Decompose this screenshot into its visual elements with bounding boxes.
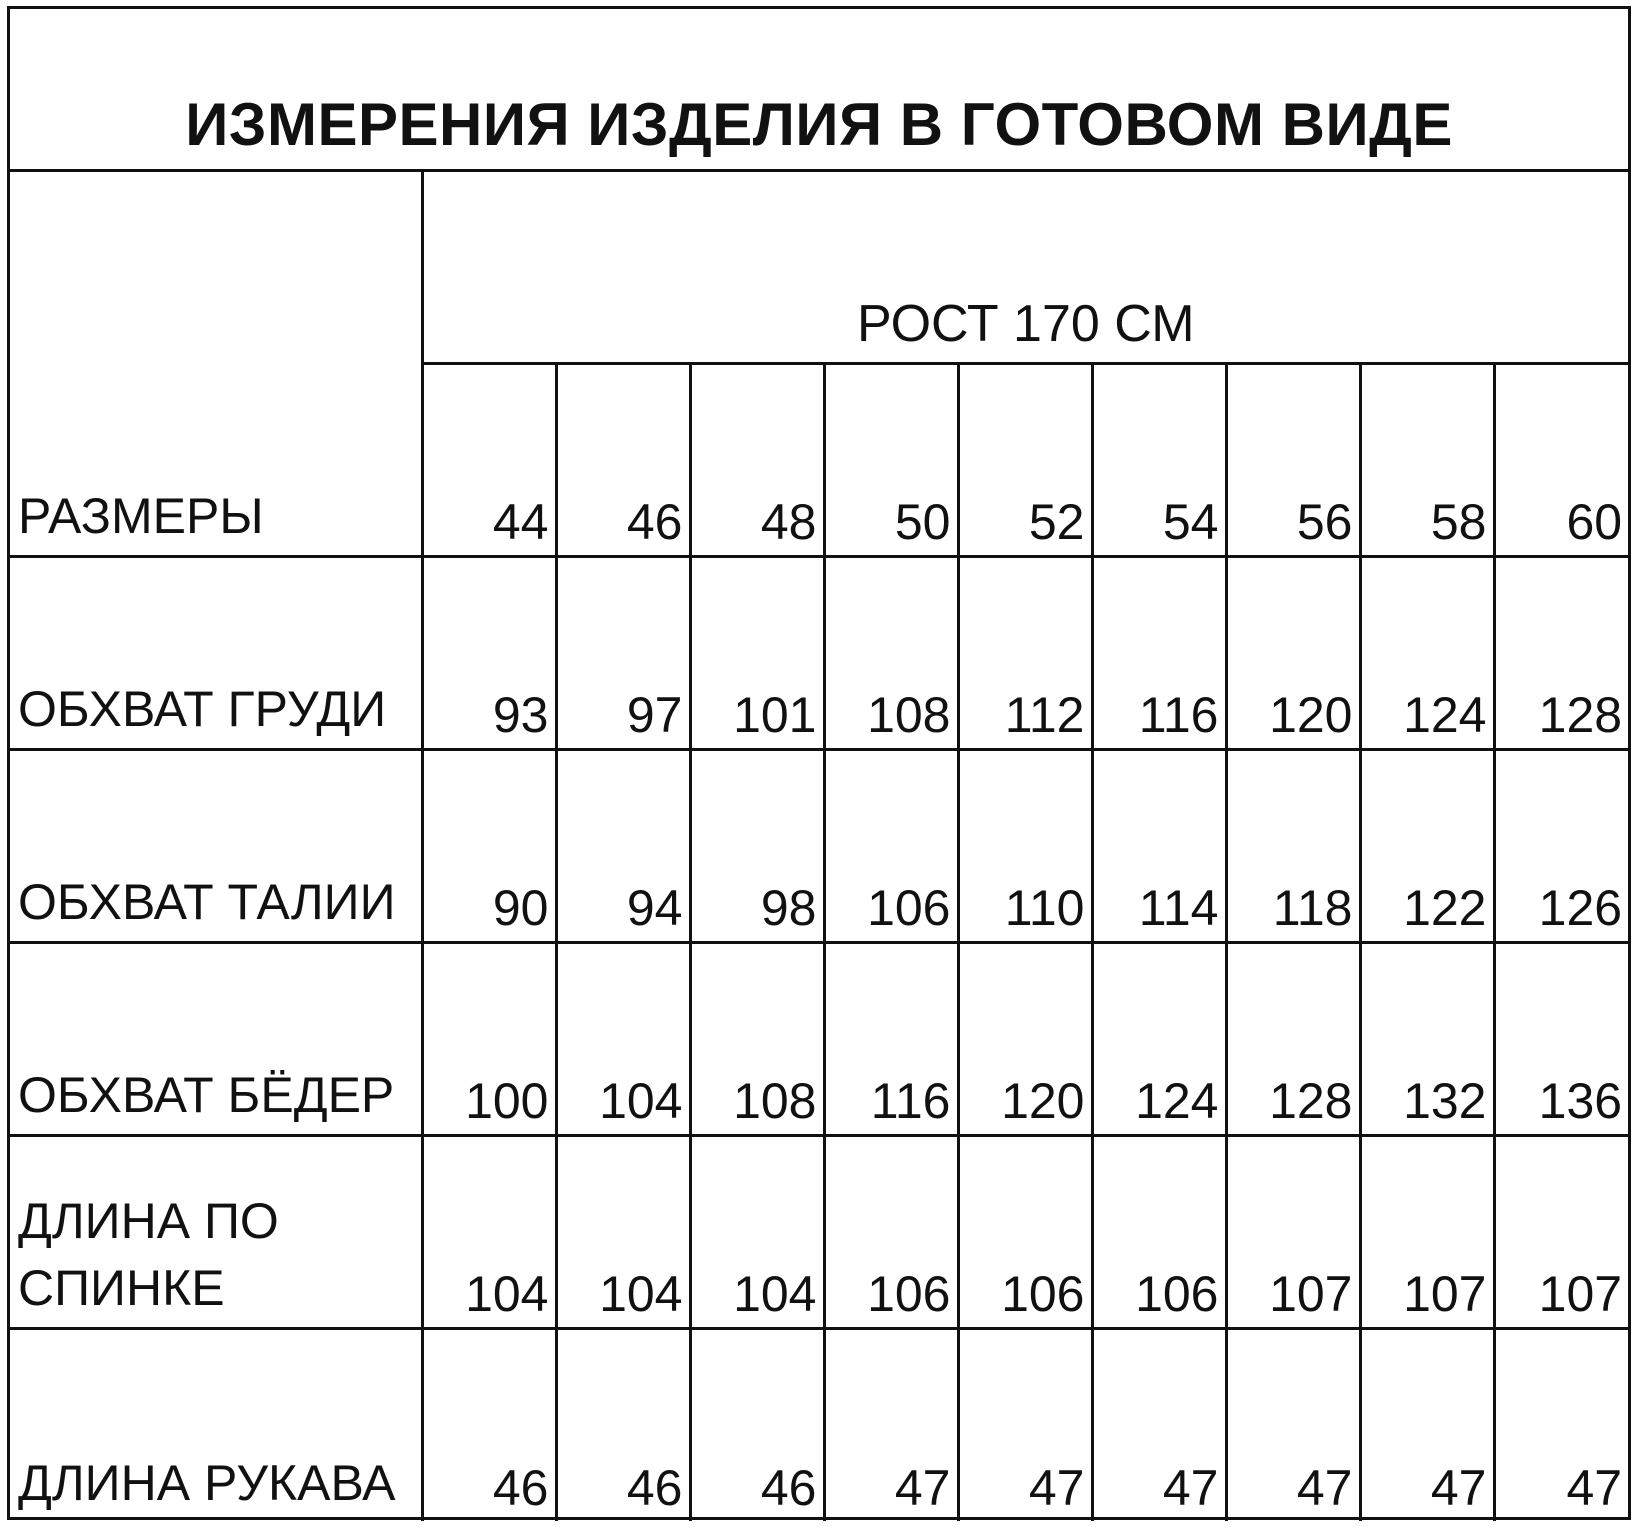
- size-cell: 60: [1494, 363, 1628, 556]
- size-cell: 54: [1092, 363, 1226, 556]
- row-label: ОБХВАТ ГРУДИ: [10, 556, 422, 749]
- value-cell: 107: [1226, 1135, 1360, 1328]
- table-row: [10, 1135, 1628, 1328]
- value-cell: 114: [1092, 749, 1226, 942]
- size-cell: 58: [1360, 363, 1494, 556]
- value-cell: 46: [422, 1328, 556, 1521]
- value-cell: 94: [556, 749, 690, 942]
- row-label: ДЛИНА РУКАВА: [10, 1328, 422, 1521]
- value-cell: 101: [690, 556, 824, 749]
- size-cell: 52: [958, 363, 1092, 556]
- sizes-label: РАЗМЕРЫ: [10, 170, 422, 556]
- size-cell: 56: [1226, 363, 1360, 556]
- row-label: ОБХВАТ БЁДЕР: [10, 942, 422, 1135]
- value-cell: 120: [958, 942, 1092, 1135]
- value-cell: 104: [556, 1135, 690, 1328]
- value-cell: 46: [690, 1328, 824, 1521]
- row-label: ДЛИНА ПО СПИНКЕ: [10, 1135, 422, 1328]
- table-row: [10, 556, 1628, 749]
- value-cell: 136: [1494, 942, 1628, 1135]
- value-cell: 108: [824, 556, 958, 749]
- table-title: ИЗМЕРЕНИЯ ИЗДЕЛИЯ В ГОТОВОМ ВИДЕ: [10, 9, 1628, 170]
- value-cell: 47: [1226, 1328, 1360, 1521]
- value-cell: 47: [1360, 1328, 1494, 1521]
- value-cell: 126: [1494, 749, 1628, 942]
- size-cell: 44: [422, 363, 556, 556]
- value-cell: 107: [1494, 1135, 1628, 1328]
- value-cell: 100: [422, 942, 556, 1135]
- value-cell: 116: [824, 942, 958, 1135]
- value-cell: 104: [422, 1135, 556, 1328]
- value-cell: 132: [1360, 942, 1494, 1135]
- size-cell: 46: [556, 363, 690, 556]
- value-cell: 104: [690, 1135, 824, 1328]
- value-cell: 47: [1494, 1328, 1628, 1521]
- value-cell: 90: [422, 749, 556, 942]
- size-chart-table: [10, 9, 1628, 1521]
- table-row: [10, 942, 1628, 1135]
- value-cell: 104: [556, 942, 690, 1135]
- value-cell: 112: [958, 556, 1092, 749]
- value-cell: 106: [1092, 1135, 1226, 1328]
- size-chart-sheet: [7, 6, 1631, 1520]
- value-cell: 116: [1092, 556, 1226, 749]
- value-cell: 128: [1494, 556, 1628, 749]
- value-cell: 110: [958, 749, 1092, 942]
- row-label: ОБХВАТ ТАЛИИ: [10, 749, 422, 942]
- value-cell: 120: [1226, 556, 1360, 749]
- value-cell: 106: [824, 1135, 958, 1328]
- value-cell: 108: [690, 942, 824, 1135]
- value-cell: 124: [1360, 556, 1494, 749]
- size-cell: 48: [690, 363, 824, 556]
- height-header: РОСТ 170 СМ: [422, 170, 1628, 363]
- value-cell: 106: [824, 749, 958, 942]
- value-cell: 128: [1226, 942, 1360, 1135]
- table-row: [10, 1328, 1628, 1521]
- value-cell: 93: [422, 556, 556, 749]
- value-cell: 97: [556, 556, 690, 749]
- value-cell: 98: [690, 749, 824, 942]
- table-row: [10, 749, 1628, 942]
- value-cell: 47: [1092, 1328, 1226, 1521]
- value-cell: 106: [958, 1135, 1092, 1328]
- value-cell: 107: [1360, 1135, 1494, 1328]
- value-cell: 122: [1360, 749, 1494, 942]
- value-cell: 46: [556, 1328, 690, 1521]
- size-cell: 50: [824, 363, 958, 556]
- value-cell: 118: [1226, 749, 1360, 942]
- value-cell: 47: [824, 1328, 958, 1521]
- value-cell: 47: [958, 1328, 1092, 1521]
- value-cell: 124: [1092, 942, 1226, 1135]
